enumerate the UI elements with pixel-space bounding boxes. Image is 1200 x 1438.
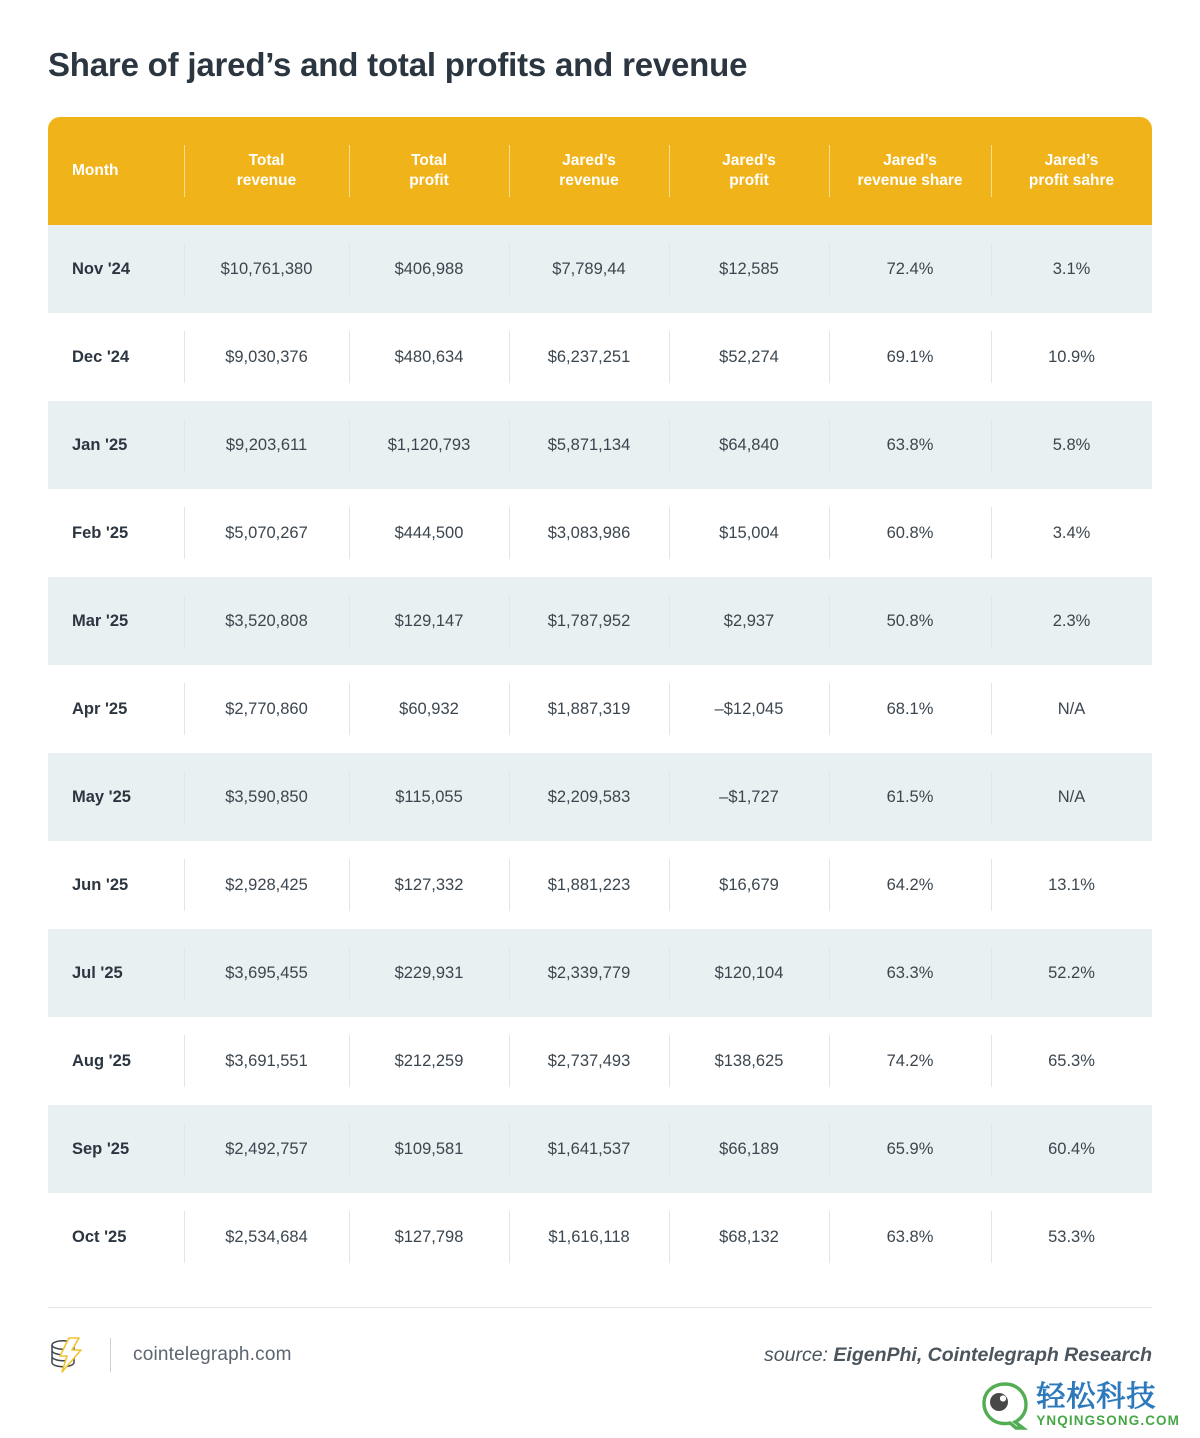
cell-total_profit: $127,798	[349, 1193, 509, 1281]
cell-total_profit: $109,581	[349, 1105, 509, 1193]
cell-jared_rev_share: 74.2%	[829, 1017, 991, 1105]
cell-jared_revenue: $1,887,319	[509, 665, 669, 753]
cell-jared_revenue: $1,787,952	[509, 577, 669, 665]
cell-total_profit: $229,931	[349, 929, 509, 1017]
cell-jared_revenue: $6,237,251	[509, 313, 669, 401]
watermark-cn-label: 轻松科技	[1036, 1379, 1157, 1414]
cell-jared_revenue: $2,339,779	[509, 929, 669, 1017]
cell-total_revenue: $9,030,376	[184, 313, 349, 401]
cell-jared_revenue: $1,881,223	[509, 841, 669, 929]
source-value: EigenPhi, Cointelegraph Research	[833, 1343, 1152, 1366]
cell-jared_profit: $68,132	[669, 1193, 829, 1281]
cell-jared_prof_share: 2.3%	[991, 577, 1152, 665]
table-row	[48, 665, 1152, 753]
cell-month: Aug '25	[72, 1051, 131, 1070]
cell-total_profit: $480,634	[349, 313, 509, 401]
column-header-jared_prof_share[interactable]: Jared’s profit sahre	[991, 117, 1152, 225]
cell-jared_revenue: $5,871,134	[509, 401, 669, 489]
cell-month: Mar '25	[72, 611, 129, 630]
cell-jared_profit: –$1,727	[669, 753, 829, 841]
cell-month: Jun '25	[72, 875, 129, 894]
cell-total_revenue: $2,534,684	[184, 1193, 349, 1281]
cell-jared_rev_share: 61.5%	[829, 753, 991, 841]
cell-jared_profit: $16,679	[669, 841, 829, 929]
cell-jared_rev_share: 64.2%	[829, 841, 991, 929]
cell-jared_rev_share: 60.8%	[829, 489, 991, 577]
cell-month: Oct '25	[72, 1227, 127, 1246]
source-label: source:	[764, 1343, 834, 1366]
cell-month: Jul '25	[72, 963, 123, 982]
table-body	[48, 225, 1152, 1281]
column-header-total_profit[interactable]: Total profit	[349, 117, 509, 225]
cell-jared_rev_share: 69.1%	[829, 313, 991, 401]
cell-total_profit: $444,500	[349, 489, 509, 577]
profits-revenue-table	[48, 117, 1152, 1281]
watermark-en-label: YNQINGSONG.COM	[1036, 1413, 1180, 1429]
cell-jared_prof_share: 5.8%	[991, 401, 1152, 489]
cell-total_revenue: $3,695,455	[184, 929, 349, 1017]
cell-month: Nov '24	[72, 259, 131, 278]
table-row	[48, 577, 1152, 665]
watermark	[980, 1380, 1180, 1430]
cell-jared_prof_share: 52.2%	[991, 929, 1152, 1017]
footer-brand	[48, 1336, 292, 1374]
cell-month: Feb '25	[72, 523, 129, 542]
cell-jared_prof_share: 3.1%	[991, 225, 1152, 313]
page-title: Share of jared’s and total profits and revenue	[48, 46, 748, 83]
cell-total_profit: $406,988	[349, 225, 509, 313]
cell-jared_prof_share: 3.4%	[991, 489, 1152, 577]
cell-jared_rev_share: 65.9%	[829, 1105, 991, 1193]
column-header-jared_profit[interactable]: Jared’s profit	[669, 117, 829, 225]
cell-jared_prof_share: N/A	[991, 665, 1152, 753]
cell-total_revenue: $2,928,425	[184, 841, 349, 929]
table-row	[48, 1193, 1152, 1281]
cell-jared_rev_share: 63.8%	[829, 1193, 991, 1281]
cell-total_revenue: $10,761,380	[184, 225, 349, 313]
cell-month: Apr '25	[72, 699, 128, 718]
cell-jared_revenue: $2,209,583	[509, 753, 669, 841]
cell-month: Jan '25	[72, 435, 128, 454]
cell-month: Sep '25	[72, 1139, 130, 1158]
cell-total_profit: $129,147	[349, 577, 509, 665]
table-row	[48, 1105, 1152, 1193]
cell-jared_profit: $64,840	[669, 401, 829, 489]
cell-jared_revenue: $1,616,118	[509, 1193, 669, 1281]
watermark-text	[1036, 1379, 1180, 1429]
cell-jared_profit: $138,625	[669, 1017, 829, 1105]
cell-total_revenue: $3,691,551	[184, 1017, 349, 1105]
table-container	[48, 117, 1152, 1281]
cell-jared_prof_share: N/A	[991, 753, 1152, 841]
cell-total_revenue: $3,590,850	[184, 753, 349, 841]
footer-divider	[48, 1307, 1152, 1308]
cell-total_revenue: $3,520,808	[184, 577, 349, 665]
cell-jared_profit: $52,274	[669, 313, 829, 401]
column-header-month[interactable]: Month	[72, 162, 119, 180]
cell-jared_rev_share: 68.1%	[829, 665, 991, 753]
table-row	[48, 1017, 1152, 1105]
cell-total_revenue: $2,770,860	[184, 665, 349, 753]
table-row	[48, 753, 1152, 841]
table-row	[48, 929, 1152, 1017]
cell-total_profit: $115,055	[349, 753, 509, 841]
cell-month: Dec '24	[72, 347, 130, 366]
footer-website-url[interactable]: cointelegraph.com	[133, 1344, 292, 1366]
cell-jared_profit: $15,004	[669, 489, 829, 577]
cell-total_profit: $60,932	[349, 665, 509, 753]
cell-jared_profit: $66,189	[669, 1105, 829, 1193]
table-row	[48, 225, 1152, 313]
cell-total_profit: $212,259	[349, 1017, 509, 1105]
cell-jared_revenue: $2,737,493	[509, 1017, 669, 1105]
table-header-row	[48, 117, 1152, 225]
watermark-eye-icon	[980, 1380, 1030, 1430]
cell-jared_prof_share: 60.4%	[991, 1105, 1152, 1193]
footer-separator	[110, 1338, 111, 1372]
table-row	[48, 489, 1152, 577]
cell-jared_prof_share: 10.9%	[991, 313, 1152, 401]
cell-jared_profit: –$12,045	[669, 665, 829, 753]
cell-jared_revenue: $7,789,44	[509, 225, 669, 313]
cell-total_profit: $1,120,793	[349, 401, 509, 489]
footer-source	[764, 1344, 1152, 1367]
cell-jared_profit: $2,937	[669, 577, 829, 665]
cell-jared_profit: $120,104	[669, 929, 829, 1017]
cell-jared_prof_share: 65.3%	[991, 1017, 1152, 1105]
cell-jared_rev_share: 72.4%	[829, 225, 991, 313]
cell-jared_prof_share: 53.3%	[991, 1193, 1152, 1281]
table-row	[48, 841, 1152, 929]
cell-total_revenue: $2,492,757	[184, 1105, 349, 1193]
table-header	[48, 117, 1152, 225]
cell-jared_revenue: $3,083,986	[509, 489, 669, 577]
cell-jared_rev_share: 50.8%	[829, 577, 991, 665]
column-header-total_revenue[interactable]: Total revenue	[184, 117, 349, 225]
cell-total_revenue: $9,203,611	[184, 401, 349, 489]
footer	[48, 1336, 1152, 1374]
table-row	[48, 313, 1152, 401]
cell-total_revenue: $5,070,267	[184, 489, 349, 577]
cell-jared_prof_share: 13.1%	[991, 841, 1152, 929]
column-header-jared_revenue[interactable]: Jared’s revenue	[509, 117, 669, 225]
cell-total_profit: $127,332	[349, 841, 509, 929]
cell-jared_profit: $12,585	[669, 225, 829, 313]
cell-jared_revenue: $1,641,537	[509, 1105, 669, 1193]
table-row	[48, 401, 1152, 489]
cell-month: May '25	[72, 787, 131, 806]
column-header-jared_rev_share[interactable]: Jared’s revenue share	[829, 117, 991, 225]
cointelegraph-logo-icon	[48, 1336, 88, 1374]
cell-jared_rev_share: 63.8%	[829, 401, 991, 489]
cell-jared_rev_share: 63.3%	[829, 929, 991, 1017]
